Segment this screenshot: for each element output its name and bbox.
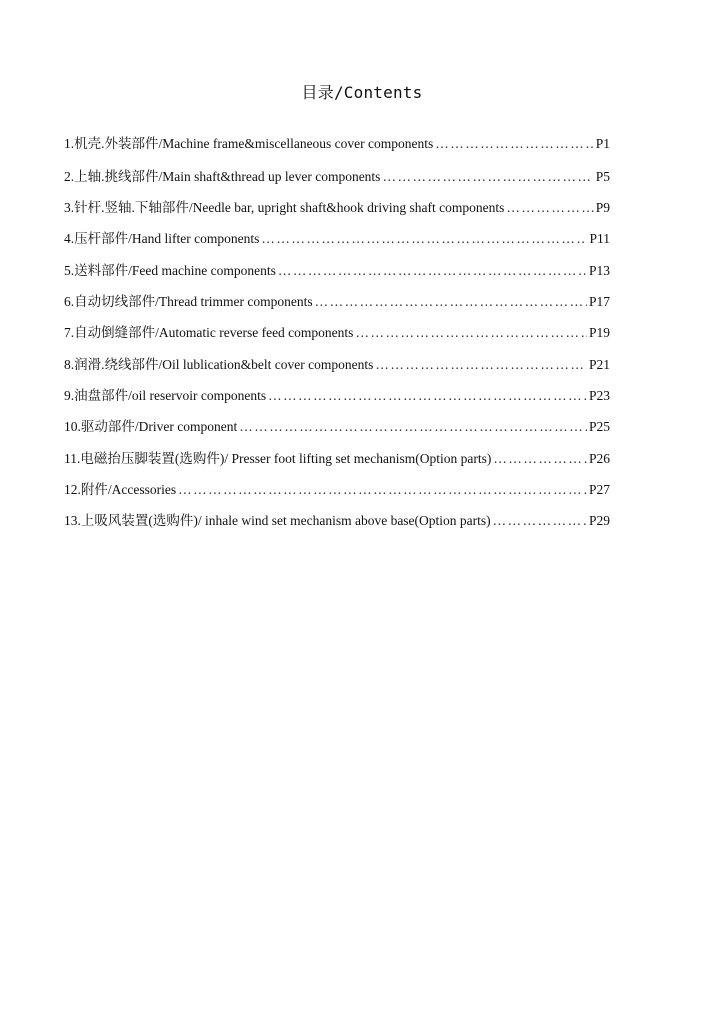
toc-entry-label: 12.附件/Accessories <box>64 481 177 497</box>
toc-entry-page: P13 <box>588 262 610 278</box>
toc-entry-page: P25 <box>588 419 610 435</box>
page-title: 目录/Contents <box>301 83 423 102</box>
toc-entry-page: P11 <box>589 231 610 247</box>
toc-entry-page: P23 <box>588 387 610 403</box>
toc-entry <box>64 286 610 317</box>
toc-entry-page: P17 <box>588 294 610 310</box>
toc-entry <box>64 224 610 255</box>
dot-leader <box>278 264 587 278</box>
toc-entry-label: 9.油盘部件/oil reservoir components <box>64 387 267 403</box>
toc-entry-label: 1.机壳.外装部件/Machine frame&miscellaneous cover components <box>64 135 434 151</box>
dot-leader <box>506 201 593 215</box>
toc-entry <box>64 443 610 474</box>
toc-entry-label: 10.驱动部件/Driver component <box>64 419 238 435</box>
toc-entry <box>64 317 610 348</box>
dot-leader <box>268 389 587 403</box>
toc-entry <box>64 505 610 536</box>
table-of-contents <box>64 126 610 537</box>
toc-entry-label: 6.自动切线部件/Thread trimmer components <box>64 294 313 310</box>
dot-leader <box>382 170 593 184</box>
toc-entry-label: 11.电磁抬压脚装置(选购件)/ Presser foot lifting set mechanism(Option parts) <box>64 450 492 466</box>
toc-entry <box>64 411 610 442</box>
toc-entry <box>64 474 610 505</box>
toc-entry-page: P5 <box>595 168 610 184</box>
dot-leader <box>493 514 587 528</box>
toc-entry <box>64 192 610 223</box>
dot-leader <box>355 326 587 340</box>
toc-entry-page: P19 <box>588 325 610 341</box>
toc-entry <box>64 380 610 411</box>
dot-leader <box>375 358 587 372</box>
dot-leader <box>493 452 587 466</box>
toc-entry <box>64 349 610 380</box>
toc-entry-label: 8.润滑.绕线部件/Oil lublication&belt cover components <box>64 356 374 372</box>
toc-entry-label: 13.上吸风装置(选购件)/ inhale wind set mechanism above base(Option parts) <box>64 513 491 529</box>
toc-entry <box>64 161 610 192</box>
dot-leader <box>435 137 593 151</box>
toc-entry-page: P26 <box>588 450 610 466</box>
toc-entry-page: P1 <box>595 135 610 151</box>
toc-entry-label: 5.送料部件/Feed machine components <box>64 262 276 278</box>
toc-entry-label: 7.自动倒缝部件/Automatic reverse feed components <box>64 325 354 341</box>
toc-entry-page: P29 <box>588 513 610 529</box>
toc-entry-page: P9 <box>595 200 610 216</box>
toc-entry-page: P21 <box>588 356 610 372</box>
toc-entry-label: 3.针杆.竖轴.下轴部件/Needle bar, upright shaft&hook driving shaft components <box>64 200 505 216</box>
dot-leader <box>315 295 587 309</box>
toc-entry-label: 4.压杆部件/Hand lifter components <box>64 231 260 247</box>
toc-entry-page: P27 <box>588 481 610 497</box>
dot-leader <box>178 483 587 497</box>
dot-leader <box>261 232 587 246</box>
dot-leader <box>239 420 587 434</box>
toc-entry-label: 2.上轴.挑线部件/Main shaft&thread up lever components <box>64 168 381 184</box>
toc-entry <box>64 126 610 161</box>
toc-entry <box>64 255 610 286</box>
